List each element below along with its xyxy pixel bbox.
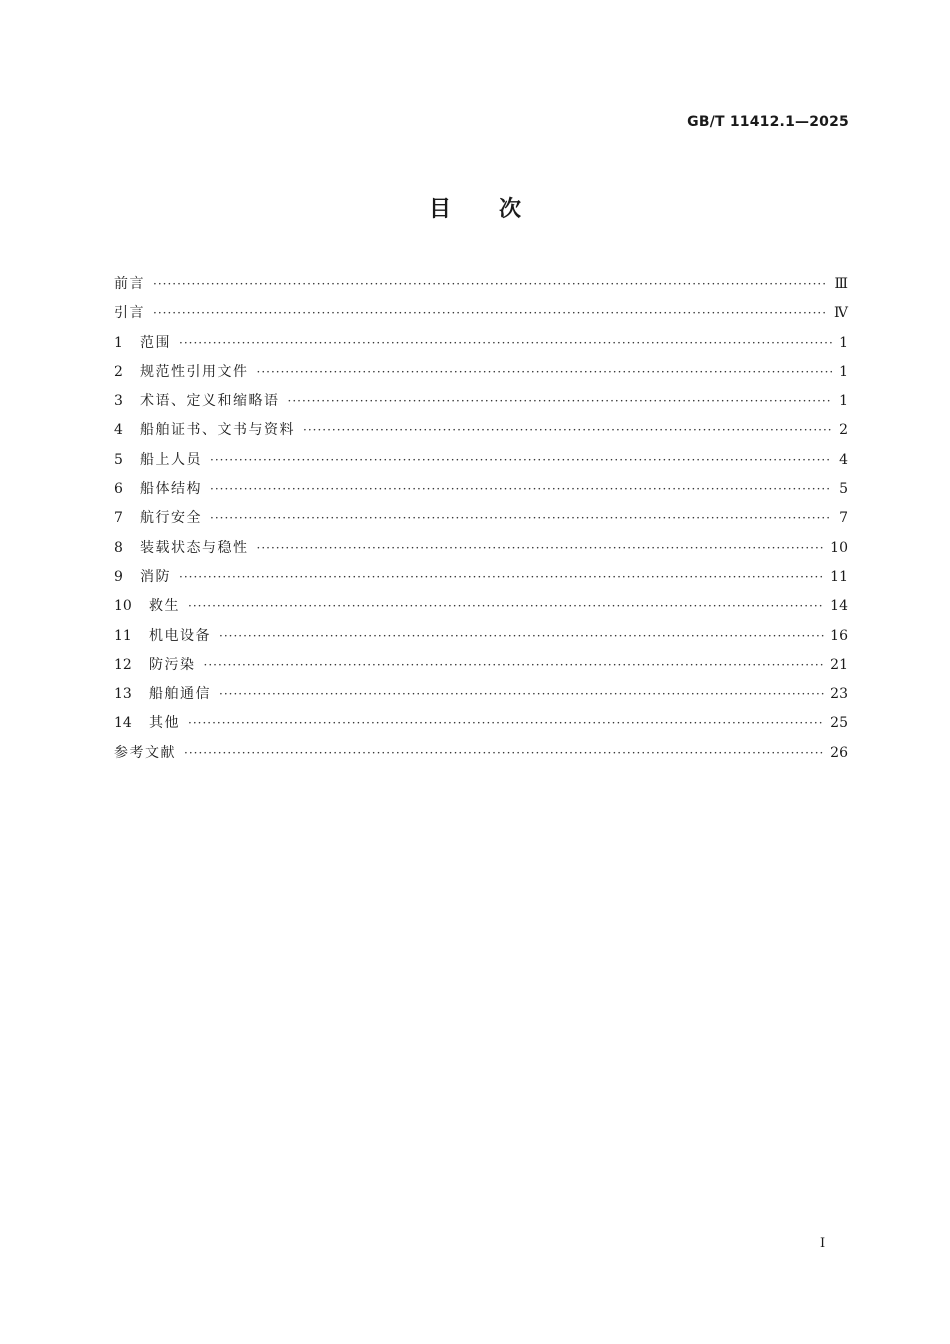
- toc-entry-page: 16: [830, 627, 848, 644]
- toc-entry-title: 范围: [140, 334, 171, 351]
- toc-entry-title: 船上人员: [140, 451, 202, 468]
- dot-leader: [303, 416, 832, 445]
- toc-entry-title: 船舶通信: [149, 686, 211, 703]
- toc-entry-5[interactable]: [114, 446, 848, 475]
- toc-entry-title: 装载状态与稳性: [140, 539, 249, 556]
- toc-entry-title: 航行安全: [140, 510, 202, 527]
- toc-entry-number: 14: [114, 715, 132, 732]
- toc-entry-title: 前言: [114, 276, 145, 292]
- toc-entry-8[interactable]: [114, 534, 848, 563]
- toc-entry-page: Ⅳ: [834, 305, 848, 322]
- dot-leader: [204, 651, 825, 680]
- toc-entry-page: 5: [839, 481, 848, 498]
- toc-entry-page: 10: [830, 539, 848, 556]
- toc-entry-page: 1: [839, 334, 848, 351]
- toc-entry-page: 1: [839, 393, 848, 410]
- toc-entry-page: 25: [830, 715, 848, 732]
- toc-entry-number: 11: [114, 627, 132, 644]
- toc-entry-title: 参考文献: [114, 744, 176, 761]
- dot-leader: [188, 709, 824, 738]
- dot-leader: [219, 622, 824, 651]
- toc-entry-title: 规范性引用文件: [140, 363, 249, 380]
- toc-entry-introduction[interactable]: [114, 299, 848, 328]
- toc-entry-number: 13: [114, 686, 132, 703]
- toc-entry-title: 术语、定义和缩略语: [140, 393, 280, 410]
- toc-entry-4[interactable]: [114, 416, 848, 445]
- page-number: I: [820, 1236, 826, 1251]
- toc-entry-13[interactable]: [114, 680, 848, 709]
- toc-entry-page: 7: [839, 510, 848, 527]
- toc-entry-page: 26: [830, 744, 848, 761]
- dot-leader: [188, 592, 824, 621]
- toc-entry-page: 21: [830, 656, 848, 673]
- toc-entry-title: 船体结构: [140, 481, 202, 498]
- toc-entry-number: 12: [114, 656, 132, 673]
- dot-leader: [153, 299, 828, 328]
- toc-entry-number: 10: [114, 598, 132, 615]
- dot-leader: [257, 534, 825, 563]
- toc-entry-bibliography[interactable]: [114, 739, 848, 768]
- dot-leader: [219, 680, 824, 709]
- dot-leader: [179, 329, 832, 358]
- dot-leader: [153, 270, 828, 299]
- toc-entry-title: 引言: [114, 305, 145, 322]
- toc-entry-page: 23: [830, 686, 848, 703]
- toc-entry-number: 5: [114, 451, 123, 468]
- toc-entry-title: 防污染: [149, 656, 196, 673]
- toc-entry-number: 7: [114, 510, 123, 527]
- toc-entry-page: 4: [839, 451, 848, 468]
- toc-entry-foreword[interactable]: [114, 270, 848, 299]
- toc-entry-page: 11: [830, 568, 848, 585]
- dot-leader: [210, 475, 832, 504]
- toc-entry-title: 消防: [140, 568, 171, 585]
- toc-entry-title: 机电设备: [149, 627, 211, 644]
- toc-entry-10[interactable]: [114, 592, 848, 621]
- toc-entry-page: Ⅲ: [834, 276, 848, 292]
- page-title: 目次: [428, 197, 569, 222]
- toc-entry-page: 1: [839, 363, 848, 380]
- dot-leader: [257, 358, 833, 387]
- toc-entry-number: 8: [114, 539, 123, 556]
- dot-leader: [179, 563, 824, 592]
- toc-entry-14[interactable]: [114, 709, 848, 738]
- toc-entry-title: 其他: [149, 715, 180, 732]
- toc-entry-1[interactable]: [114, 329, 848, 358]
- dot-leader: [210, 504, 832, 533]
- toc-entry-7[interactable]: [114, 504, 848, 533]
- table-of-contents: [114, 270, 848, 768]
- toc-entry-9[interactable]: [114, 563, 848, 592]
- toc-entry-12[interactable]: [114, 651, 848, 680]
- toc-entry-2[interactable]: [114, 358, 848, 387]
- standard-number: GB/T 11412.1—2025: [687, 114, 849, 130]
- toc-entry-number: 2: [114, 363, 123, 380]
- toc-entry-title: 救生: [149, 598, 180, 615]
- toc-entry-page: 2: [839, 422, 848, 439]
- dot-leader: [184, 739, 824, 768]
- toc-entry-number: 6: [114, 481, 123, 498]
- toc-entry-page: 14: [830, 598, 848, 615]
- toc-entry-3[interactable]: [114, 387, 848, 416]
- dot-leader: [288, 387, 833, 416]
- dot-leader: [210, 446, 832, 475]
- toc-entry-title: 船舶证书、文书与资料: [140, 422, 295, 439]
- toc-entry-11[interactable]: [114, 622, 848, 651]
- toc-entry-number: 4: [114, 422, 123, 439]
- toc-entry-6[interactable]: [114, 475, 848, 504]
- toc-entry-number: 1: [114, 334, 123, 351]
- toc-entry-number: 3: [114, 393, 123, 410]
- toc-entry-number: 9: [114, 568, 123, 585]
